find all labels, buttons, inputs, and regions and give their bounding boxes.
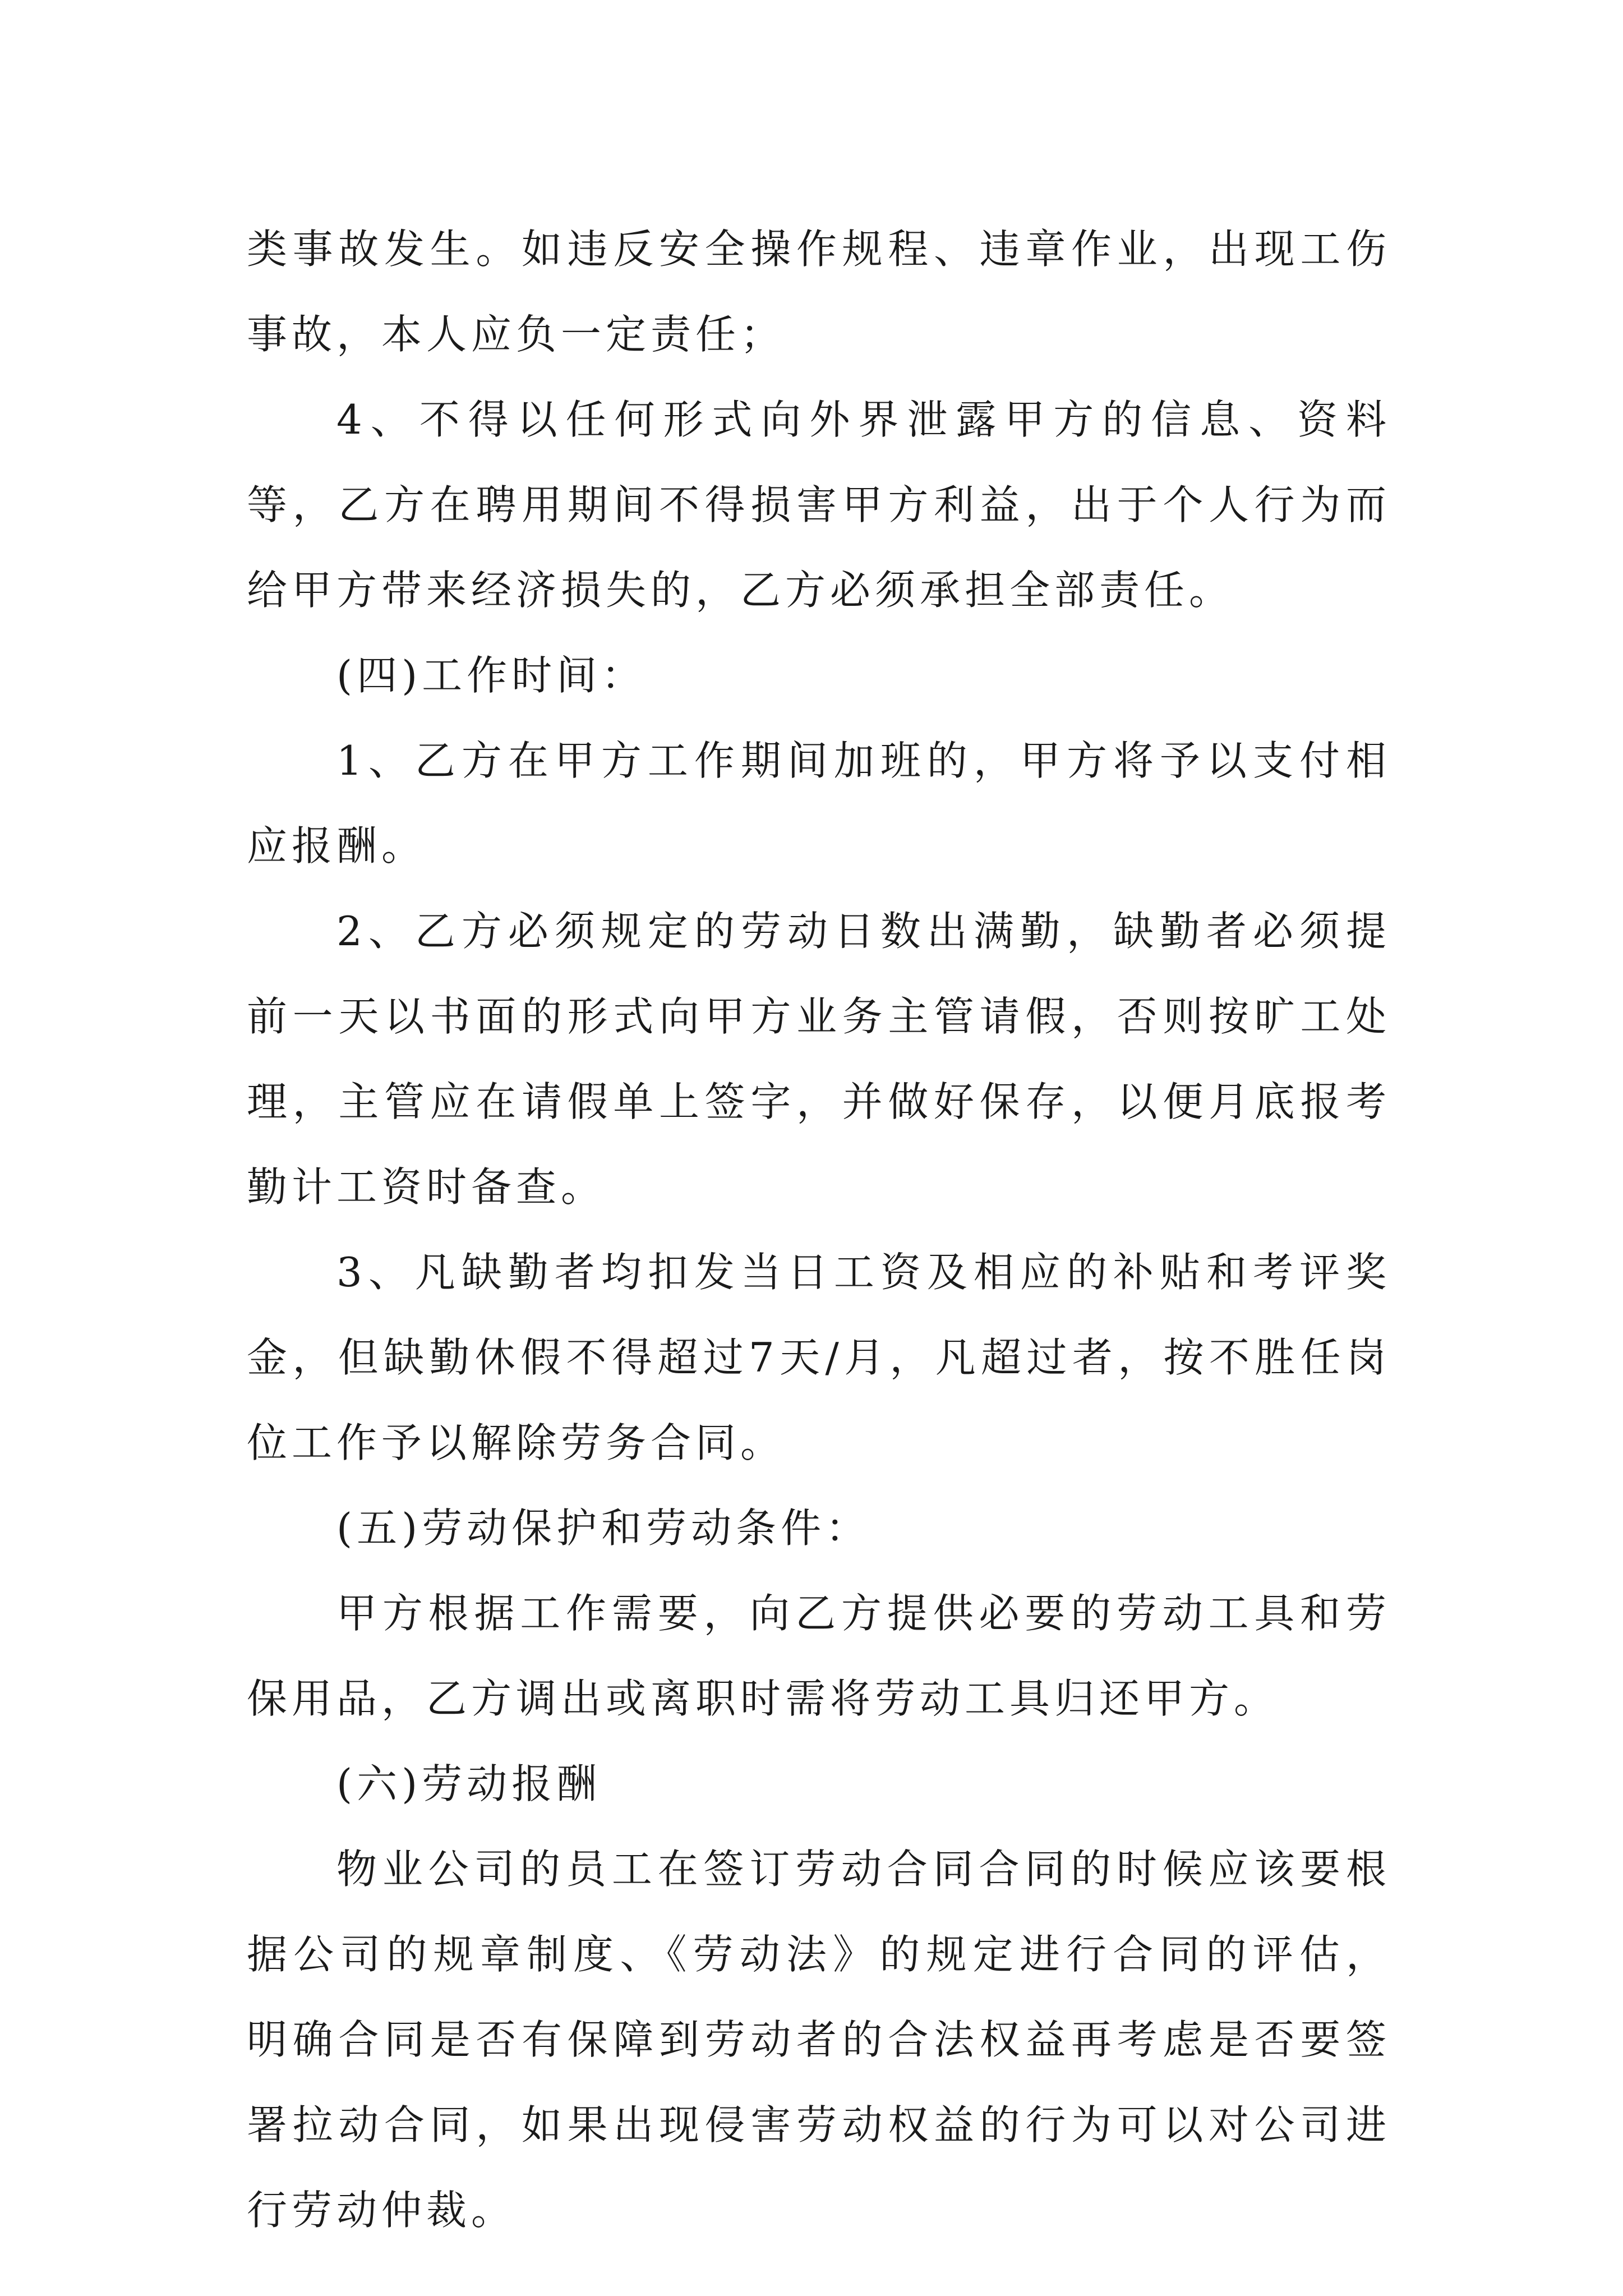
paragraph-item-2-attendance: 2、乙方必须规定的劳动日数出满勤，缺勤者必须提前一天以书面的形式向甲方业务主管请假，否则按旷工处理，主管应在请假单上签字，并做好保存，以便月底报考勤计工资时备查。 — [247, 908, 1391, 1211]
paragraph-item-3-absence: 3、凡缺勤者均扣发当日工资及相应的补贴和考评奖金，但缺勤休假不得超过7天/月，凡超过者，按不胜任岗位工作予以解除劳务合同。 — [247, 1249, 1391, 1466]
paragraph-accident-continuation: 类事故发生。如违反安全操作规程、违章作业，出现工伤事故，本人应负一定责任； — [247, 226, 1391, 358]
paragraph-item-1-overtime: 1、乙方在甲方工作期间加班的，甲方将予以支付相应报酬。 — [247, 737, 1391, 869]
paragraph-remuneration-details: 物业公司的员工在签订劳动合同合同的时候应该要根据公司的规章制度、《劳动法》的规定进行合同的评估，明确合同是否有保障到劳动者的合法权益再考虑是否要签署拉动合同，如果出现侵害劳动权益的行为可以对公司进行劳动仲裁。 — [247, 1846, 1391, 2234]
section-heading-labor-protection: (五)劳动保护和劳动条件： — [336, 1504, 871, 1552]
paragraph-labor-tools: 甲方根据工作需要，向乙方提供必要的劳动工具和劳保用品，乙方调出或离职时需将劳动工具归还甲方。 — [247, 1590, 1391, 1722]
document-body — [247, 206, 1391, 2253]
section-heading-remuneration: (六)劳动报酬 — [336, 1760, 602, 1807]
paragraph-item-4-confidentiality: 4、不得以任何形式向外界泄露甲方的信息、资料等，乙方在聘用期间不得损害甲方利益，出于个人行为而给甲方带来经济损失的，乙方必须承担全部责任。 — [247, 396, 1391, 614]
section-heading-working-hours: (四)工作时间： — [336, 652, 647, 699]
